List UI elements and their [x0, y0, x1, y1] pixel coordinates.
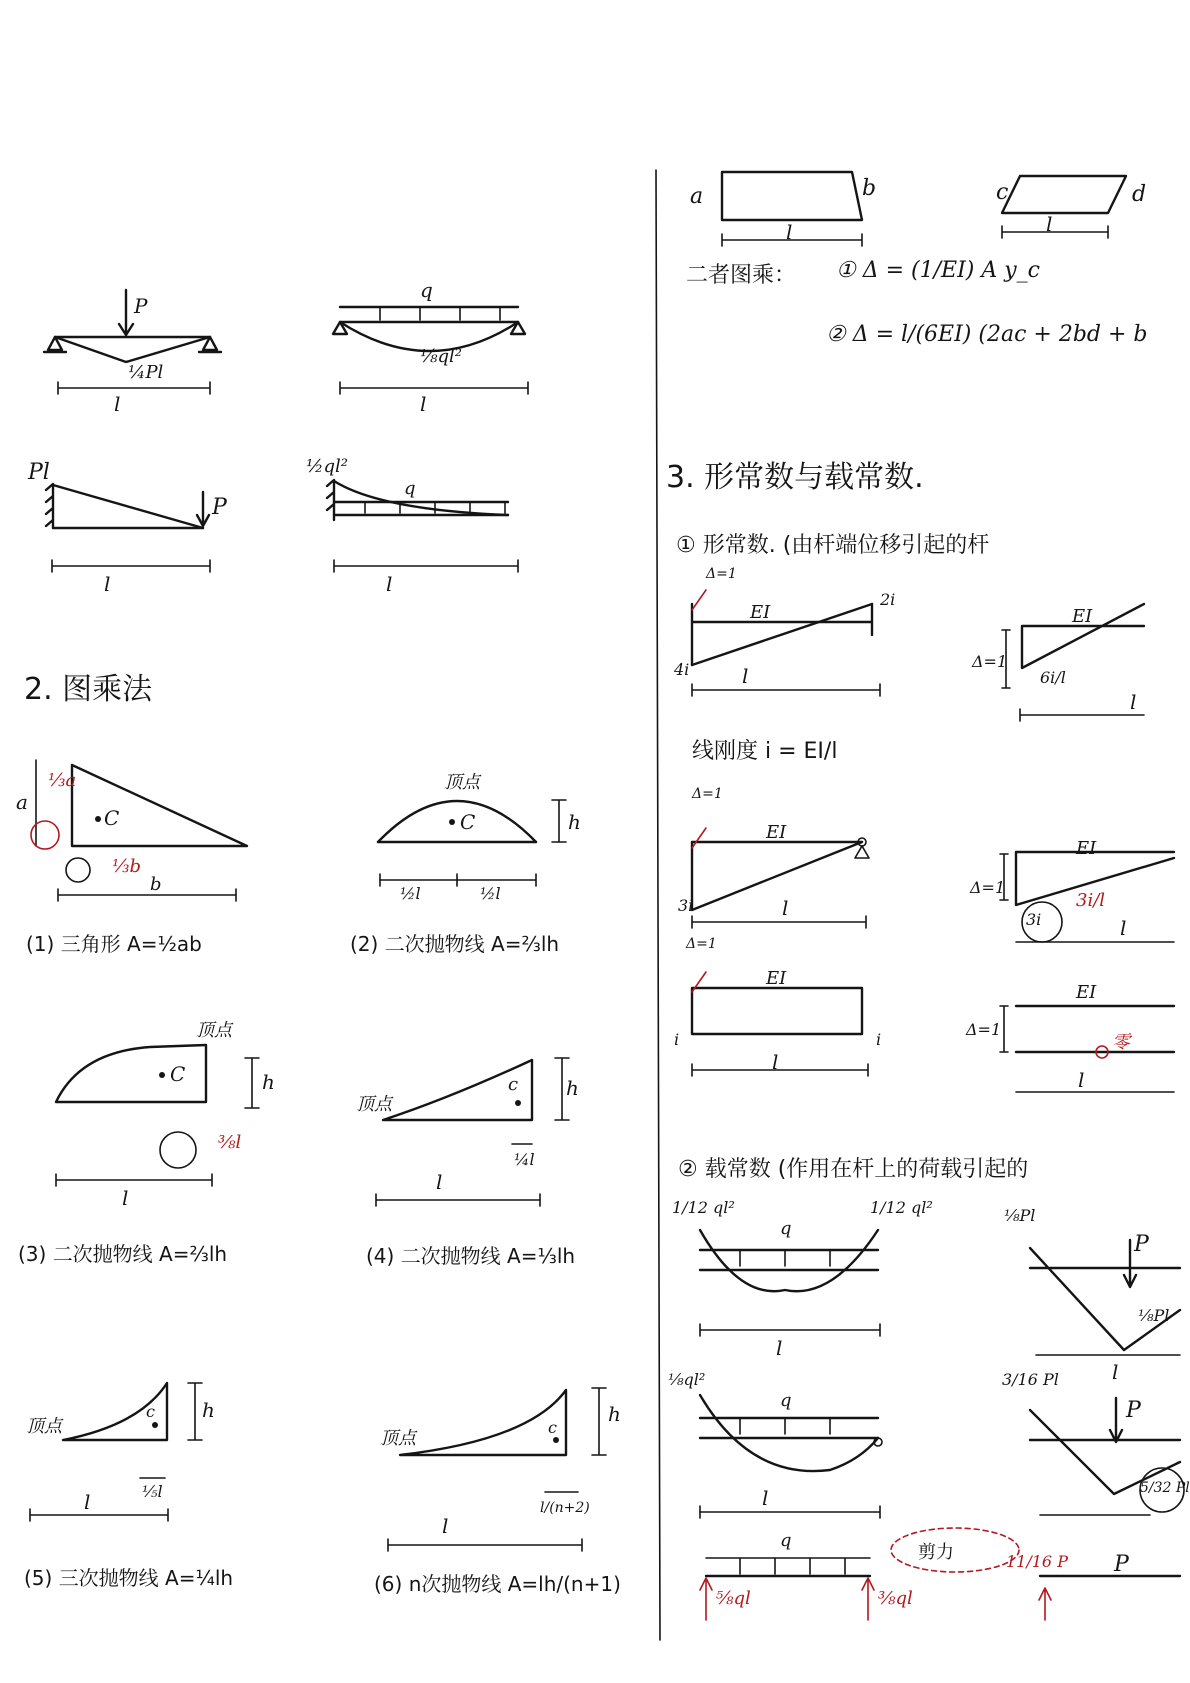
triangle-a: a: [16, 790, 28, 814]
centroid-label: C: [460, 810, 476, 834]
span-label: l: [772, 1050, 779, 1074]
fixed-pinned-udl: [700, 1395, 882, 1518]
m3il-label: 3i/l: [1076, 890, 1106, 911]
fixed-pinned-point: [1030, 1398, 1184, 1515]
label-m-udl: ⅛ql²: [420, 346, 462, 367]
sub2-heading: ② 载常数 (作用在杆上的荷载引起的: [678, 1157, 1029, 1182]
apex-label: 顶点: [444, 772, 480, 793]
label-m-cant: Pl: [28, 460, 50, 485]
p-label: P: [1126, 1398, 1141, 1423]
span-label: l: [1120, 916, 1127, 940]
m3i-label: 3i: [678, 896, 694, 915]
m8p-label: ⅛Pl: [1138, 1306, 1170, 1325]
m532-label: 5/32 Pl: [1140, 1480, 1190, 1496]
shear-label: 剪力: [918, 1542, 954, 1563]
span-label: l: [762, 1486, 769, 1510]
p-label: P: [1134, 1232, 1149, 1257]
span-label: l: [776, 1336, 783, 1360]
mi-label: i: [876, 1030, 882, 1049]
centroid-label: c: [146, 1402, 155, 1421]
delta-label: Δ=1: [692, 786, 723, 802]
ei-label: EI: [1072, 606, 1093, 627]
apex-label: 顶点: [196, 1020, 232, 1041]
m2i-label: 2i: [880, 590, 896, 609]
height-label: h: [608, 1402, 621, 1426]
height-label: h: [566, 1076, 579, 1100]
shape-parabola-5: [30, 1383, 202, 1521]
r38-label: ⅜ql: [878, 1588, 913, 1609]
frac-label: ⅕l: [142, 1482, 163, 1501]
label-span: l: [420, 392, 427, 416]
m4i-label: 4i: [674, 660, 690, 679]
trap-d: d: [1132, 182, 1147, 207]
trap-a: a: [690, 184, 704, 209]
apex-label: 顶点: [26, 1416, 62, 1437]
zero-label: 零: [1112, 1032, 1130, 1053]
height-label: h: [262, 1070, 275, 1094]
label-p-cant: P: [212, 495, 227, 520]
half-l-label: ½l: [480, 884, 501, 903]
span-label: l: [442, 1514, 449, 1538]
ei-label: EI: [766, 968, 787, 989]
delta-label: Δ=1: [706, 566, 737, 582]
section3-title: 3. 形常数与载常数.: [666, 460, 924, 495]
label-q-udl: q: [420, 278, 433, 302]
ei-label: EI: [750, 602, 771, 623]
frac-label: ¼l: [514, 1150, 535, 1169]
frac-label: l/(n+2): [540, 1500, 590, 1516]
formula-2: ② Δ = l/(6EI) (2ac + 2bd + b: [826, 322, 1148, 347]
apex-label: 顶点: [380, 1428, 416, 1449]
r58-label: ⅝ql: [716, 1588, 751, 1609]
delta-label: Δ=1: [686, 936, 717, 952]
height-label: h: [202, 1398, 215, 1422]
shape-parabola-3: [56, 1045, 259, 1186]
span-label: l: [436, 1170, 443, 1194]
span-label: l: [1112, 1360, 1119, 1384]
cantilever-point-load: [46, 484, 210, 572]
apex-label: 顶点: [356, 1094, 392, 1115]
q-label: q: [780, 1390, 792, 1411]
height-label: h: [568, 810, 581, 834]
rule-label: 二者图乘：: [686, 263, 797, 288]
trap-c: c: [996, 180, 1009, 205]
half-l-label: ½l: [400, 884, 421, 903]
ei-label: EI: [766, 822, 787, 843]
label-span: l: [386, 572, 393, 596]
trapezoid-cd: [1002, 176, 1126, 238]
triangle-third-b: ⅓b: [112, 856, 141, 877]
trap-b: b: [862, 176, 877, 201]
sub1-heading: ① 形常数. (由杆端位移引起的杆: [676, 533, 990, 558]
m6il-label: 6i/l: [1040, 668, 1066, 687]
ei-label: EI: [1076, 982, 1097, 1003]
m8p-label: ⅛Pl: [1004, 1206, 1036, 1225]
fixed-fixed-point: [1030, 1240, 1180, 1355]
fixed-fixed-rotation: [692, 590, 880, 696]
ei-label: EI: [1076, 838, 1097, 859]
trap-l: l: [786, 220, 793, 244]
label-m-cant-q: ½ql²: [306, 456, 348, 477]
p-label: P: [1114, 1552, 1129, 1577]
triangle-third-a: ⅓a: [48, 770, 77, 791]
formula-1: ① Δ = (1/EI) A y_c: [836, 258, 1040, 283]
m8ql-label: ⅛ql²: [668, 1370, 706, 1389]
column-divider: [656, 170, 660, 1640]
centroid-label: C: [170, 1062, 186, 1086]
trap-l: l: [1046, 212, 1053, 236]
fixed-fixed-udl: [700, 1230, 880, 1336]
shape-parabola-6: [388, 1388, 606, 1551]
caption-3: (3) 二次抛物线 A=⅔lh: [18, 1242, 228, 1266]
centroid-label: c: [508, 1074, 519, 1095]
mi-label: i: [674, 1030, 680, 1049]
q-label: q: [780, 1218, 792, 1239]
m12-label: 1/12 ql²: [672, 1198, 735, 1217]
span-label: l: [1130, 690, 1137, 714]
caption-1: (1) 三角形 A=½ab: [26, 932, 202, 956]
delta-label: Δ=1: [972, 652, 1008, 671]
caption-4: (4) 二次抛物线 A=⅓lh: [366, 1244, 576, 1268]
triangle-b: b: [150, 874, 162, 895]
m316-label: 3/16 Pl: [1002, 1370, 1059, 1389]
label-m-point: ¼Pl: [128, 362, 164, 383]
r1116-label: 11/16 P: [1006, 1552, 1068, 1571]
m12-label: 1/12 ql²: [870, 1198, 933, 1217]
caption-5: (5) 三次抛物线 A=¼lh: [24, 1566, 234, 1590]
span-label: l: [742, 664, 749, 688]
label-p-point: P: [134, 294, 148, 318]
frac-label: ⅜l: [218, 1132, 242, 1153]
section2-title: 2. 图乘法: [24, 672, 153, 707]
fixed-pinned-rotation: [692, 828, 869, 928]
m3i-label: 3i: [1026, 910, 1042, 929]
span-label: l: [782, 896, 789, 920]
stiffness-label: 线刚度 i = EI/l: [692, 739, 838, 764]
caption-6: (6) n次抛物线 A=lh/(n+1): [374, 1572, 621, 1596]
label-q-cant: q: [404, 478, 416, 499]
delta-label: Δ=1: [970, 878, 1006, 897]
centroid-label: C: [104, 806, 120, 830]
label-span: l: [104, 572, 111, 596]
label-span: l: [114, 392, 121, 416]
shape-parabola-4: [376, 1058, 569, 1206]
delta-label: Δ=1: [966, 1020, 1002, 1039]
fixed-sliding-translation: [1000, 1006, 1174, 1092]
caption-2: (2) 二次抛物线 A=⅔lh: [350, 932, 560, 956]
q-label: q: [780, 1530, 792, 1551]
cantilever-udl: [327, 480, 518, 572]
centroid-label: c: [548, 1418, 557, 1437]
span-label: l: [1078, 1068, 1085, 1092]
span-label: l: [84, 1490, 91, 1514]
span-label: l: [122, 1186, 129, 1210]
